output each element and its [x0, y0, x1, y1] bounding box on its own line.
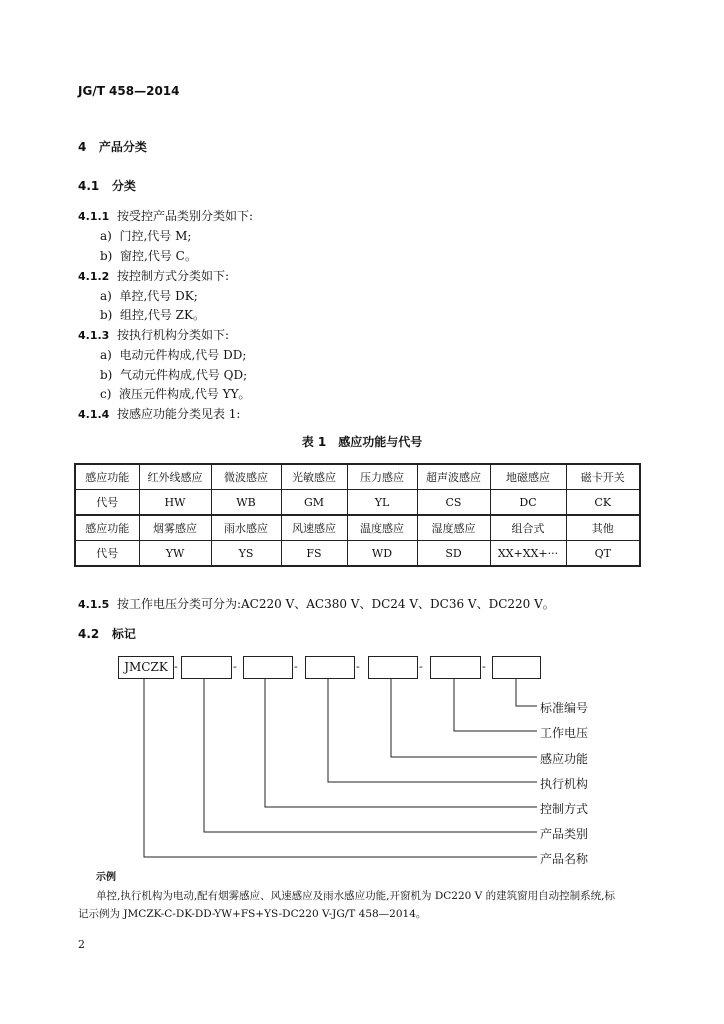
marking-label: 产品类别 — [540, 827, 589, 841]
clause-text: 按工作电压分类可分为:AC220 V、AC380 V、DC24 V、DC36 V、DC220 V。 — [116, 597, 555, 611]
connector-line — [328, 678, 537, 782]
section-title: 分类 — [111, 179, 136, 193]
table-cell: FS — [281, 541, 347, 567]
marking-label: 执行机构 — [540, 777, 589, 791]
table-cell: QT — [566, 541, 640, 567]
document-header: JG/T 458—2014 — [78, 84, 180, 98]
list-text: 液压元件构成,代号 YY。 — [119, 387, 251, 401]
table-cell: 温度感应 — [347, 515, 417, 541]
separator-dash: - — [233, 660, 237, 673]
page-number: 2 — [78, 938, 85, 951]
clause-number: 4.1.3 — [78, 329, 110, 342]
sensing-function-box — [368, 656, 418, 679]
list-marker: c) — [100, 387, 112, 401]
table-cell: 红外线感应 — [139, 464, 211, 490]
clause-text: 按受控产品类别分类如下: — [116, 209, 254, 223]
section-number: 4.1 — [78, 179, 100, 193]
clause-number: 4.1.5 — [78, 598, 110, 611]
table-cell: WB — [211, 490, 281, 516]
list-text: 单控,代号 DK; — [119, 289, 198, 303]
connector-line — [265, 678, 537, 807]
table-cell: XX+XX+··· — [490, 541, 566, 567]
separator-dash: - — [174, 660, 178, 673]
table-cell: 地磁感应 — [490, 464, 566, 490]
table-caption: 表 1 感应功能与代号 — [301, 435, 423, 449]
standard-number-box — [492, 656, 541, 679]
table-cell: SD — [417, 541, 490, 567]
example-line: 单控,执行机构为电动,配有烟雾感应、风速感应及雨水感应功能,开窗机为 DC220 V 的建筑窗用自动控制系统,标 — [96, 890, 615, 902]
marking-label: 工作电压 — [540, 726, 589, 740]
separator-dash: - — [419, 660, 423, 673]
table-cell: 代号 — [75, 490, 139, 516]
section-number: 4 — [78, 140, 87, 154]
section-number: 4.2 — [78, 627, 100, 641]
clause-number: 4.1.1 — [78, 210, 110, 223]
table-cell: 磁卡开关 — [566, 464, 640, 490]
table-cell: 其他 — [566, 515, 640, 541]
example-line: 记示例为 JMCZK-C-DK-DD-YW+FS+YS-DC220 V-JG/T 458—2014。 — [78, 908, 427, 920]
separator-dash: - — [356, 660, 360, 673]
example-title: 示例 — [96, 872, 116, 883]
connector-line — [516, 678, 537, 706]
table-cell: 代号 — [75, 541, 139, 567]
clause-text: 按执行机构分类如下: — [116, 328, 230, 342]
table-cell: 感应功能 — [75, 464, 139, 490]
table-cell: 雨水感应 — [211, 515, 281, 541]
separator-dash: - — [482, 660, 486, 673]
list-marker: b) — [100, 308, 113, 322]
clause-number: 4.1.4 — [78, 408, 110, 421]
connector-line — [144, 678, 537, 857]
table-cell: DC — [490, 490, 566, 516]
table-cell: 风速感应 — [281, 515, 347, 541]
table-cell: CS — [417, 490, 490, 516]
table-cell: YL — [347, 490, 417, 516]
list-text: 气动元件构成,代号 QD; — [120, 368, 248, 382]
list-marker: a) — [100, 289, 112, 303]
separator-dash: - — [294, 660, 298, 673]
control-mode-box — [243, 656, 293, 679]
clause-text: 按感应功能分类见表 1: — [116, 407, 241, 421]
marking-label: 产品名称 — [540, 852, 589, 866]
list-text: 门控,代号 M; — [119, 229, 192, 243]
working-voltage-box — [430, 656, 481, 679]
connector-line — [454, 678, 537, 731]
list-text: 组控,代号 ZK。 — [120, 308, 205, 322]
clause-number: 4.1.2 — [78, 270, 110, 283]
clause-text: 按控制方式分类如下: — [116, 269, 230, 283]
marking-label: 标准编号 — [540, 701, 589, 715]
list-marker: a) — [100, 348, 112, 362]
list-marker: b) — [100, 368, 113, 382]
table-cell: YS — [211, 541, 281, 567]
marking-label: 感应功能 — [540, 752, 589, 766]
actuator-box — [305, 656, 355, 679]
product-category-box — [181, 656, 232, 679]
connector-line — [204, 678, 537, 832]
table-cell: 光敏感应 — [281, 464, 347, 490]
list-text: 窗控,代号 C。 — [120, 249, 197, 263]
section-title: 标记 — [111, 627, 136, 641]
table-cell: 超声波感应 — [417, 464, 490, 490]
connector-line — [391, 678, 537, 757]
list-text: 电动元件构成,代号 DD; — [119, 348, 247, 362]
list-marker: b) — [100, 249, 113, 263]
table-cell: 组合式 — [490, 515, 566, 541]
table-cell: HW — [139, 490, 211, 516]
table-cell: 压力感应 — [347, 464, 417, 490]
table-cell: 烟雾感应 — [139, 515, 211, 541]
table-cell: 感应功能 — [75, 515, 139, 541]
table-cell: YW — [139, 541, 211, 567]
product-name-box: JMCZK — [118, 656, 174, 679]
table-cell: CK — [566, 490, 640, 516]
table-cell: GM — [281, 490, 347, 516]
section-title: 产品分类 — [98, 140, 147, 154]
table-cell: 微波感应 — [211, 464, 281, 490]
marking-label: 控制方式 — [540, 802, 589, 816]
table-cell: 湿度感应 — [417, 515, 490, 541]
table-cell: WD — [347, 541, 417, 567]
list-marker: a) — [100, 229, 112, 243]
